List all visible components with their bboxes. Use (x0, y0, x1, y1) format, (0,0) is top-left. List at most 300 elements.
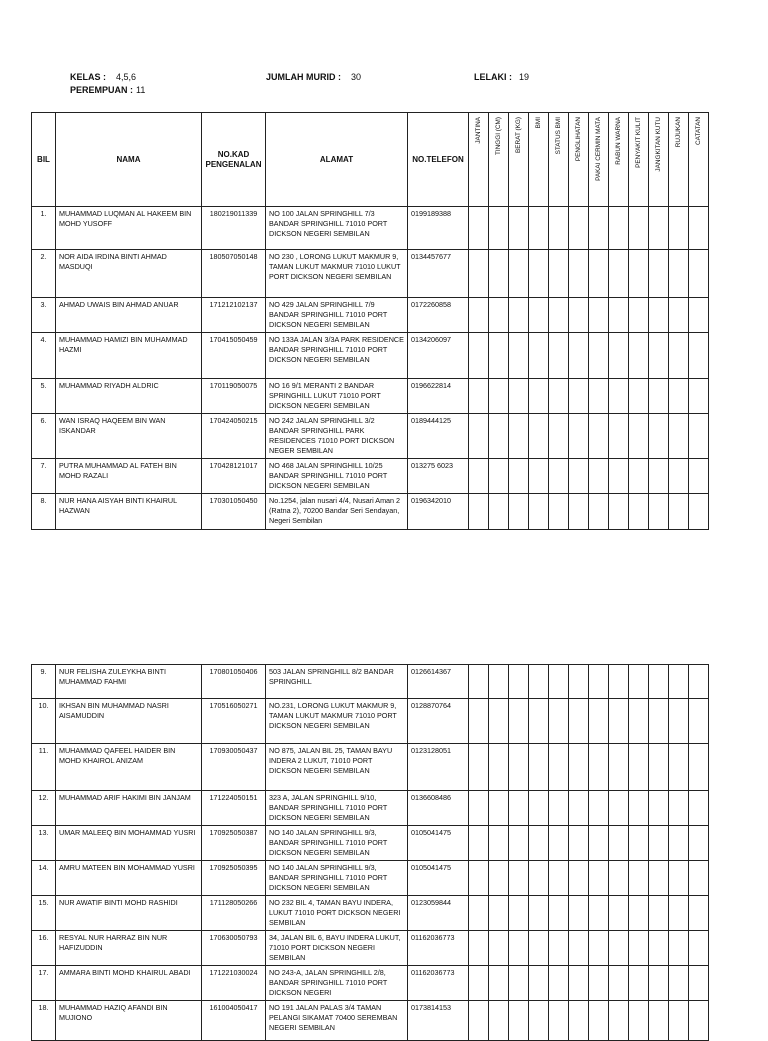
row-check-cell (609, 459, 629, 494)
row-check-cell (649, 861, 669, 896)
col-penglihatan-label: PENGLIHATAN (574, 117, 582, 162)
row-alamat: 323 A, JALAN SPRINGHILL 9/10, BANDAR SPRINGHILL 71010 PORT DICKSON NEGERI SEMBILAN (266, 791, 408, 826)
row-check-cell (589, 1001, 609, 1041)
row-check-cell (689, 744, 709, 791)
row-nama: AMMARA BINTI MOHD KHAIRUL ABADI (56, 966, 202, 1001)
row-check-cell (489, 1001, 509, 1041)
row-check-cell (469, 379, 489, 414)
row-telefon: 0128870764 (408, 699, 469, 744)
row-check-cell (549, 665, 569, 699)
table-row (32, 298, 709, 333)
row-check-cell (689, 1001, 709, 1041)
row-check-cell (589, 791, 609, 826)
row-check-cell (469, 826, 489, 861)
row-ic: 170930050437 (202, 744, 266, 791)
row-check-cell (609, 494, 629, 530)
row-check-cell (589, 250, 609, 298)
col-jangkitan-kutu-label: JANGKITAN KUTU (654, 117, 662, 172)
col-ic: NO.KAD PENGENALAN (202, 113, 266, 207)
lelaki-value: 19 (519, 72, 530, 82)
col-telefon: NO.TELEFON (408, 113, 469, 207)
row-nama: PUTRA MUHAMMAD AL FATEH BIN MOHD RAZALI (56, 459, 202, 494)
row-check-cell (569, 826, 589, 861)
col-berat-label: BERAT (KG) (514, 117, 522, 153)
row-check-cell (649, 333, 669, 379)
row-telefon: 0196622814 (408, 379, 469, 414)
row-check-cell (549, 250, 569, 298)
row-check-cell (569, 379, 589, 414)
perempuan-label: PEREMPUAN : (70, 85, 134, 95)
row-check-cell (609, 699, 629, 744)
row-check-cell (649, 744, 669, 791)
row-check-cell (689, 494, 709, 530)
row-check-cell (649, 699, 669, 744)
row-check-cell (609, 861, 629, 896)
row-check-cell (549, 333, 569, 379)
row-check-cell (609, 896, 629, 931)
row-nama: MUHAMMAD QAFEEL HAIDER BIN MOHD KHAIROL ANIZAM (56, 744, 202, 791)
row-check-cell (569, 298, 589, 333)
row-nama: AMRU MATEEN BIN MOHAMMAD YUSRI (56, 861, 202, 896)
table-row (32, 665, 709, 699)
row-check-cell (509, 333, 529, 379)
row-check-cell (669, 791, 689, 826)
row-alamat: 34, JALAN BIL 6, BAYU INDERA LUKUT, 71010 PORT DICKSON NEGERI SEMBILAN (266, 931, 408, 966)
row-check-cell (489, 665, 509, 699)
row-check-cell (509, 1001, 529, 1041)
col-rabun-warna-label: RABUN WARNA (614, 117, 622, 165)
row-nama: NOR AIDA IRDINA BINTI AHMAD MASDUQI (56, 250, 202, 298)
row-check-cell (649, 207, 669, 250)
row-nama: MUHAMMAD RIYADH ALDRIC (56, 379, 202, 414)
row-check-cell (669, 459, 689, 494)
row-bil: 11. (32, 744, 56, 791)
row-check-cell (489, 966, 509, 1001)
row-telefon: 0172260858 (408, 298, 469, 333)
row-check-cell (469, 665, 489, 699)
row-check-cell (489, 298, 509, 333)
row-check-cell (669, 665, 689, 699)
row-check-cell (529, 744, 549, 791)
row-check-cell (569, 966, 589, 1001)
row-telefon: 0196342010 (408, 494, 469, 530)
row-check-cell (669, 744, 689, 791)
row-telefon: 0199189388 (408, 207, 469, 250)
col-penyakit-kulit-label: PENYAKIT KULIT (634, 117, 642, 168)
row-nama: WAN ISRAQ HAQEEM BIN WAN ISKANDAR (56, 414, 202, 459)
row-check-cell (529, 250, 549, 298)
row-check-cell (469, 494, 489, 530)
col-jangkitan-kutu (649, 113, 669, 207)
row-check-cell (669, 250, 689, 298)
row-check-cell (669, 699, 689, 744)
row-check-cell (649, 1001, 669, 1041)
row-check-cell (549, 699, 569, 744)
col-bmi (529, 113, 549, 207)
row-check-cell (589, 861, 609, 896)
row-alamat: NO 242 JALAN SPRINGHILL 3/2 BANDAR SPRINGHILL PARK RESIDENCES 71010 PORT DICKSON NEGER SEMBILAN (266, 414, 408, 459)
col-rujukan-label: RUJUKAN (674, 117, 682, 148)
row-check-cell (489, 896, 509, 931)
row-check-cell (469, 414, 489, 459)
row-nama: NUR AWATIF BINTI MOHD RASHIDI (56, 896, 202, 931)
row-check-cell (549, 861, 569, 896)
row-check-cell (469, 861, 489, 896)
row-bil: 12. (32, 791, 56, 826)
row-check-cell (649, 826, 669, 861)
row-check-cell (489, 699, 509, 744)
row-check-cell (629, 896, 649, 931)
student-health-table-page-1 (31, 112, 709, 530)
row-check-cell (689, 333, 709, 379)
row-check-cell (689, 931, 709, 966)
row-check-cell (509, 791, 529, 826)
row-check-cell (629, 379, 649, 414)
row-alamat: NO 133A JALAN 3/3A PARK RESIDENCE BANDAR SPRINGHILL 71010 PORT DICKSON NEGERI SEMBILAN (266, 333, 408, 379)
row-alamat: NO.231, LORONG LUKUT MAKMUR 9, TAMAN LUKUT MAKMUR 71010 PORT DICKSON NEGERI SEMBILAN (266, 699, 408, 744)
col-rujukan (669, 113, 689, 207)
row-check-cell (509, 665, 529, 699)
row-check-cell (549, 1001, 569, 1041)
row-check-cell (469, 459, 489, 494)
row-check-cell (689, 298, 709, 333)
row-nama: AHMAD UWAIS BIN AHMAD ANUAR (56, 298, 202, 333)
row-check-cell (669, 298, 689, 333)
row-check-cell (629, 665, 649, 699)
row-check-cell (669, 379, 689, 414)
row-alamat: NO 191 JALAN PALAS 3/4 TAMAN PELANGI SIKAMAT 70400 SEREMBAN NEGERI SEMBILAN (266, 1001, 408, 1041)
row-telefon: 0123059844 (408, 896, 469, 931)
row-check-cell (609, 250, 629, 298)
row-check-cell (629, 931, 649, 966)
col-catatan (689, 113, 709, 207)
table-row (32, 931, 709, 966)
row-check-cell (629, 744, 649, 791)
row-check-cell (489, 861, 509, 896)
kelas-value: 4,5,6 (116, 72, 137, 82)
row-check-cell (689, 379, 709, 414)
table-row (32, 791, 709, 826)
row-check-cell (689, 459, 709, 494)
row-check-cell (649, 494, 669, 530)
row-check-cell (509, 699, 529, 744)
row-check-cell (549, 896, 569, 931)
row-check-cell (629, 207, 649, 250)
row-check-cell (689, 250, 709, 298)
row-check-cell (589, 896, 609, 931)
row-check-cell (489, 931, 509, 966)
row-check-cell (509, 250, 529, 298)
row-check-cell (629, 966, 649, 1001)
col-status-bmi-label: STATUS BMI (554, 117, 562, 155)
row-check-cell (569, 459, 589, 494)
row-check-cell (589, 699, 609, 744)
row-check-cell (529, 207, 549, 250)
row-check-cell (469, 966, 489, 1001)
row-check-cell (669, 333, 689, 379)
table-header-row (32, 113, 709, 207)
table-row (32, 207, 709, 250)
row-check-cell (669, 207, 689, 250)
row-nama: NUR HANA AISYAH BINTI KHAIRUL HAZWAN (56, 494, 202, 530)
col-nama: NAMA (56, 113, 202, 207)
row-check-cell (549, 379, 569, 414)
row-telefon: 0105041475 (408, 826, 469, 861)
col-penglihatan (569, 113, 589, 207)
row-ic: 161004050417 (202, 1001, 266, 1041)
row-check-cell (529, 931, 549, 966)
row-ic: 171212102137 (202, 298, 266, 333)
row-nama: NUR FELISHA ZULEYKHA BINTI MUHAMMAD FAHMI (56, 665, 202, 699)
col-bmi-label: BMI (534, 117, 542, 129)
row-bil: 6. (32, 414, 56, 459)
row-check-cell (589, 744, 609, 791)
row-check-cell (549, 459, 569, 494)
row-check-cell (609, 931, 629, 966)
table-row (32, 826, 709, 861)
row-check-cell (609, 379, 629, 414)
row-check-cell (669, 896, 689, 931)
row-ic: 171224050151 (202, 791, 266, 826)
row-alamat: No.1254, jalan nusari 4/4, Nusari Aman 2 (Ratna 2), 70200 Bandar Seri Sendayan, Negeri Sembilan (266, 494, 408, 530)
col-catatan-label: CATATAN (694, 117, 702, 145)
row-check-cell (469, 298, 489, 333)
row-check-cell (509, 298, 529, 333)
row-check-cell (689, 414, 709, 459)
row-check-cell (589, 966, 609, 1001)
row-telefon: 0189444125 (408, 414, 469, 459)
row-check-cell (629, 494, 649, 530)
row-check-cell (569, 699, 589, 744)
row-bil: 3. (32, 298, 56, 333)
row-alamat: NO 875, JALAN BIL 25, TAMAN BAYU INDERA 2 LUKUT, 71010 PORT DICKSON NEGERI SEMBILAN (266, 744, 408, 791)
row-alamat: 503 JALAN SPRINGHILL 8/2 BANDAR SPRINGHILL (266, 665, 408, 699)
row-check-cell (509, 966, 529, 1001)
row-check-cell (649, 896, 669, 931)
row-check-cell (629, 1001, 649, 1041)
row-check-cell (509, 494, 529, 530)
row-nama: MUHAMMAD HAZIQ AFANDI BIN MUJIONO (56, 1001, 202, 1041)
row-telefon: 0173814153 (408, 1001, 469, 1041)
row-check-cell (649, 250, 669, 298)
row-check-cell (569, 333, 589, 379)
col-tinggi (489, 113, 509, 207)
row-check-cell (489, 494, 509, 530)
row-check-cell (549, 966, 569, 1001)
row-check-cell (609, 744, 629, 791)
row-check-cell (669, 414, 689, 459)
row-check-cell (529, 791, 549, 826)
row-check-cell (689, 665, 709, 699)
row-check-cell (629, 298, 649, 333)
row-check-cell (609, 298, 629, 333)
row-nama: MUHAMMAD LUQMAN AL HAKEEM BIN MOHD YUSOFF (56, 207, 202, 250)
row-check-cell (629, 699, 649, 744)
row-bil: 8. (32, 494, 56, 530)
row-check-cell (569, 1001, 589, 1041)
row-check-cell (609, 826, 629, 861)
col-rabun-warna (609, 113, 629, 207)
row-check-cell (689, 896, 709, 931)
jumlah-murid-value: 30 (351, 72, 362, 82)
row-check-cell (489, 379, 509, 414)
row-ic: 170925050395 (202, 861, 266, 896)
row-check-cell (569, 250, 589, 298)
table-row (32, 896, 709, 931)
row-alamat: NO 140 JALAN SPRINGHILL 9/3, BANDAR SPRINGHILL 71010 PORT DICKSON NEGERI SEMBILAN (266, 861, 408, 896)
row-check-cell (509, 379, 529, 414)
row-check-cell (489, 744, 509, 791)
row-bil: 17. (32, 966, 56, 1001)
row-check-cell (649, 414, 669, 459)
row-check-cell (569, 791, 589, 826)
table-row (32, 459, 709, 494)
row-alamat: NO 100 JALAN SPRINGHILL 7/3 BANDAR SPRINGHILL 71010 PORT DICKSON NEGERI SEMBILAN (266, 207, 408, 250)
row-check-cell (509, 931, 529, 966)
row-check-cell (569, 896, 589, 931)
row-check-cell (529, 896, 549, 931)
row-check-cell (489, 826, 509, 861)
row-check-cell (629, 414, 649, 459)
row-check-cell (549, 207, 569, 250)
row-check-cell (649, 298, 669, 333)
row-ic: 170801050406 (202, 665, 266, 699)
row-check-cell (489, 459, 509, 494)
row-check-cell (669, 494, 689, 530)
row-check-cell (549, 744, 569, 791)
row-check-cell (609, 791, 629, 826)
row-check-cell (469, 207, 489, 250)
row-check-cell (609, 1001, 629, 1041)
jumlah-murid-label: JUMLAH MURID : (266, 72, 341, 82)
row-check-cell (669, 826, 689, 861)
row-nama: MUHAMMAD HAMIZI BIN MUHAMMAD HAZMI (56, 333, 202, 379)
col-penyakit-kulit (629, 113, 649, 207)
row-check-cell (469, 931, 489, 966)
row-check-cell (569, 861, 589, 896)
row-check-cell (629, 826, 649, 861)
row-check-cell (629, 333, 649, 379)
row-ic: 170516050271 (202, 699, 266, 744)
row-check-cell (549, 414, 569, 459)
row-check-cell (509, 861, 529, 896)
row-check-cell (509, 896, 529, 931)
row-alamat: NO 429 JALAN SPRINGHILL 7/9 BANDAR SPRINGHILL 71010 PORT DICKSON NEGERI SEMBILAN (266, 298, 408, 333)
row-telefon: 0136608486 (408, 791, 469, 826)
row-check-cell (529, 699, 549, 744)
row-bil: 9. (32, 665, 56, 699)
row-check-cell (469, 791, 489, 826)
row-check-cell (469, 1001, 489, 1041)
row-check-cell (569, 207, 589, 250)
table-row (32, 250, 709, 298)
student-health-table-page-2 (31, 664, 709, 1041)
row-check-cell (529, 379, 549, 414)
row-bil: 15. (32, 896, 56, 931)
row-check-cell (469, 699, 489, 744)
row-check-cell (629, 861, 649, 896)
row-telefon: 013275 6023 (408, 459, 469, 494)
row-check-cell (469, 250, 489, 298)
row-check-cell (529, 494, 549, 530)
row-check-cell (529, 333, 549, 379)
row-bil: 16. (32, 931, 56, 966)
row-check-cell (549, 494, 569, 530)
table-row (32, 1001, 709, 1041)
row-ic: 170925050387 (202, 826, 266, 861)
col-jantina (469, 113, 489, 207)
row-check-cell (509, 826, 529, 861)
row-check-cell (689, 861, 709, 896)
row-bil: 10. (32, 699, 56, 744)
row-check-cell (549, 791, 569, 826)
row-alamat: NO 232 BIL 4, TAMAN BAYU INDERA, LUKUT 71010 PORT DICKSON NEGERI SEMBILAN (266, 896, 408, 931)
row-check-cell (549, 931, 569, 966)
row-check-cell (609, 966, 629, 1001)
row-check-cell (589, 494, 609, 530)
row-alamat: NO 243-A, JALAN SPRINGHILL 2/8, BANDAR SPRINGHILL 71010 PORT DICKSON NEGERI (266, 966, 408, 1001)
row-ic: 171221030024 (202, 966, 266, 1001)
row-check-cell (489, 250, 509, 298)
row-check-cell (569, 494, 589, 530)
col-bil: BIL (32, 113, 56, 207)
row-nama: IKHSAN BIN MUHAMMAD NASRI AISAMUDDIN (56, 699, 202, 744)
row-check-cell (609, 665, 629, 699)
row-check-cell (649, 931, 669, 966)
row-ic: 170630050793 (202, 931, 266, 966)
row-check-cell (629, 250, 649, 298)
perempuan-value: 11 (136, 85, 146, 95)
row-check-cell (669, 1001, 689, 1041)
row-telefon: 01162036773 (408, 966, 469, 1001)
row-nama: UMAR MALEEQ BIN MOHAMMAD YUSRI (56, 826, 202, 861)
row-check-cell (589, 414, 609, 459)
row-bil: 4. (32, 333, 56, 379)
col-pakai-cermin-mata-label: PAKAI CERMIN MATA (594, 117, 602, 181)
row-check-cell (689, 699, 709, 744)
col-berat (509, 113, 529, 207)
row-bil: 1. (32, 207, 56, 250)
row-check-cell (629, 791, 649, 826)
row-check-cell (549, 826, 569, 861)
row-check-cell (669, 966, 689, 1001)
row-ic: 170119050075 (202, 379, 266, 414)
row-bil: 18. (32, 1001, 56, 1041)
kelas-label: KELAS : (70, 72, 106, 82)
row-check-cell (549, 298, 569, 333)
table-row (32, 861, 709, 896)
table-row (32, 699, 709, 744)
row-check-cell (589, 207, 609, 250)
row-ic: 170415050459 (202, 333, 266, 379)
row-check-cell (569, 414, 589, 459)
row-check-cell (589, 379, 609, 414)
row-ic: 170428121017 (202, 459, 266, 494)
row-check-cell (689, 791, 709, 826)
row-ic: 170301050450 (202, 494, 266, 530)
row-check-cell (589, 826, 609, 861)
row-check-cell (529, 665, 549, 699)
row-check-cell (509, 207, 529, 250)
row-telefon: 0134206097 (408, 333, 469, 379)
row-check-cell (649, 459, 669, 494)
col-jantina-label: JANTINA (474, 117, 482, 144)
row-check-cell (589, 298, 609, 333)
row-check-cell (529, 298, 549, 333)
row-check-cell (689, 966, 709, 1001)
row-check-cell (609, 207, 629, 250)
row-alamat: NO 16 9/1 MERANTI 2 BANDAR SPRINGHILL LUKUT 71010 PORT DICKSON NEGERI SEMBILAN (266, 379, 408, 414)
